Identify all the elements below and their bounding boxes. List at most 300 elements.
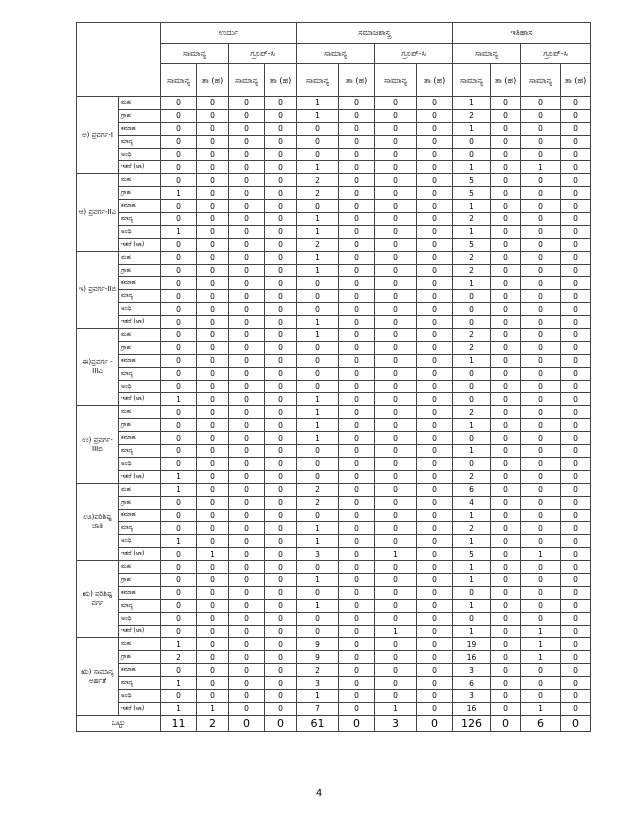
count-cell: 0	[453, 290, 491, 303]
group-header: ಸಾಮಾನ್ಯ	[297, 44, 375, 64]
count-cell: 0	[265, 457, 297, 470]
count-cell: 0	[197, 522, 229, 535]
count-cell: 0	[521, 277, 561, 290]
count-cell: 0	[339, 135, 375, 148]
table-row	[77, 702, 591, 715]
table-row	[77, 303, 591, 316]
count-cell: 0	[229, 367, 265, 380]
table-row	[77, 419, 591, 432]
count-cell: 0	[417, 599, 453, 612]
count-cell: 0	[339, 380, 375, 393]
count-cell: 0	[491, 316, 521, 329]
count-cell: 0	[197, 329, 229, 342]
count-cell: 0	[229, 548, 265, 561]
count-cell: 1	[453, 445, 491, 458]
subcategory-label: ಕಮಾಹ	[119, 664, 161, 677]
count-cell: 1	[161, 470, 197, 483]
count-cell: 1	[161, 535, 197, 548]
count-cell: 0	[265, 122, 297, 135]
count-cell: 0	[339, 225, 375, 238]
total-cell: 126	[453, 715, 491, 731]
total-cell: 0	[229, 715, 265, 731]
count-cell: 0	[229, 225, 265, 238]
count-cell: 0	[521, 445, 561, 458]
count-cell: 0	[561, 135, 591, 148]
count-cell: 0	[229, 599, 265, 612]
count-cell: 0	[161, 548, 197, 561]
table-row	[77, 509, 591, 522]
count-cell: 0	[339, 303, 375, 316]
count-cell: 0	[417, 561, 453, 574]
count-cell: 0	[297, 290, 339, 303]
table-row	[77, 483, 591, 496]
count-cell: 5	[453, 174, 491, 187]
group-header: ಸಾಮಾನ್ಯ	[453, 44, 521, 64]
count-cell: 1	[297, 225, 339, 238]
count-cell: 0	[229, 470, 265, 483]
count-cell: 0	[453, 303, 491, 316]
count-cell: 0	[561, 148, 591, 161]
count-cell: 0	[453, 457, 491, 470]
count-cell: 0	[561, 457, 591, 470]
count-cell: 0	[521, 200, 561, 213]
count-cell: 0	[265, 303, 297, 316]
subcategory-label: ಮಾನ್ಯ	[119, 290, 161, 303]
table-row	[77, 689, 591, 702]
count-cell: 0	[491, 612, 521, 625]
count-cell: 1	[453, 97, 491, 110]
count-cell: 0	[521, 251, 561, 264]
subcategory-label: ಇತರೆ (ಅಾ)	[119, 470, 161, 483]
count-cell: 0	[561, 702, 591, 715]
count-cell: 0	[339, 573, 375, 586]
count-cell: 2	[297, 174, 339, 187]
count-cell: 1	[521, 625, 561, 638]
count-cell: 0	[491, 277, 521, 290]
subcategory-label: ಅಂಧಿ	[119, 612, 161, 625]
count-cell: 0	[417, 174, 453, 187]
count-cell: 0	[161, 329, 197, 342]
count-cell: 0	[197, 200, 229, 213]
count-cell: 0	[197, 612, 229, 625]
count-cell: 7	[297, 702, 339, 715]
count-cell: 0	[417, 638, 453, 651]
column-header: ಸಾಮಾನ್ಯ	[297, 64, 339, 97]
count-cell: 0	[339, 625, 375, 638]
count-cell: 0	[561, 522, 591, 535]
count-cell: 0	[561, 187, 591, 200]
total-cell: 0	[491, 715, 521, 731]
count-cell: 0	[161, 264, 197, 277]
count-cell: 1	[297, 109, 339, 122]
count-cell: 1	[161, 187, 197, 200]
count-cell: 1	[453, 225, 491, 238]
count-cell: 1	[453, 625, 491, 638]
count-cell: 0	[453, 135, 491, 148]
total-label: ಒಟ್ಟು	[77, 715, 161, 731]
count-cell: 0	[521, 561, 561, 574]
count-cell: 0	[197, 161, 229, 174]
table-row	[77, 200, 591, 213]
count-cell: 0	[375, 445, 417, 458]
count-cell: 0	[521, 586, 561, 599]
count-cell: 0	[491, 354, 521, 367]
count-cell: 0	[339, 161, 375, 174]
count-cell: 0	[229, 419, 265, 432]
count-cell: 0	[339, 213, 375, 226]
subcategory-label: ಗ್ರಾಹ	[119, 496, 161, 509]
total-cell: 11	[161, 715, 197, 731]
count-cell: 0	[297, 470, 339, 483]
count-cell: 0	[265, 213, 297, 226]
count-cell: 0	[491, 535, 521, 548]
category-label: ಋ) ಸಾಮಾನ್ಯ ಅರ್ಹತೆ	[77, 638, 119, 715]
count-cell: 0	[161, 522, 197, 535]
subcategory-label: ಗ್ರಾಹ	[119, 341, 161, 354]
count-cell: 0	[417, 677, 453, 690]
count-cell: 0	[339, 651, 375, 664]
count-cell: 0	[297, 457, 339, 470]
count-cell: 0	[339, 689, 375, 702]
count-cell: 1	[375, 702, 417, 715]
total-cell: 0	[339, 715, 375, 731]
count-cell: 0	[375, 664, 417, 677]
count-cell: 0	[161, 251, 197, 264]
count-cell: 0	[561, 561, 591, 574]
count-cell: 0	[521, 341, 561, 354]
count-cell: 0	[197, 445, 229, 458]
count-cell: 0	[417, 264, 453, 277]
count-cell: 5	[453, 187, 491, 200]
count-cell: 0	[491, 689, 521, 702]
subcategory-label: ಕಮಾಹ	[119, 354, 161, 367]
count-cell: 0	[491, 303, 521, 316]
total-cell: 0	[561, 715, 591, 731]
count-cell: 0	[561, 380, 591, 393]
subcategory-label: ಮಹ	[119, 329, 161, 342]
count-cell: 0	[161, 238, 197, 251]
count-cell: 0	[491, 122, 521, 135]
count-cell: 1	[297, 432, 339, 445]
count-cell: 0	[561, 586, 591, 599]
count-cell: 0	[197, 689, 229, 702]
count-cell: 0	[521, 689, 561, 702]
count-cell: 0	[197, 586, 229, 599]
count-cell: 1	[297, 573, 339, 586]
count-cell: 0	[417, 432, 453, 445]
count-cell: 0	[521, 664, 561, 677]
subcategory-label: ಇತರೆ (ಅಾ)	[119, 238, 161, 251]
count-cell: 0	[229, 109, 265, 122]
count-cell: 0	[161, 380, 197, 393]
count-cell: 0	[417, 586, 453, 599]
count-cell: 0	[229, 393, 265, 406]
count-cell: 0	[197, 625, 229, 638]
count-cell: 0	[265, 238, 297, 251]
count-cell: 0	[197, 483, 229, 496]
subject-header: ಸಮಾಜಶಾಸ್ತ್ರ	[297, 23, 453, 44]
count-cell: 0	[161, 586, 197, 599]
count-cell: 0	[561, 638, 591, 651]
count-cell: 2	[161, 651, 197, 664]
count-cell: 2	[297, 664, 339, 677]
count-cell: 0	[561, 625, 591, 638]
count-cell: 0	[375, 573, 417, 586]
count-cell: 0	[375, 277, 417, 290]
count-cell: 0	[561, 251, 591, 264]
count-cell: 0	[561, 432, 591, 445]
count-cell: 9	[297, 638, 339, 651]
count-cell: 0	[229, 689, 265, 702]
count-cell: 0	[491, 329, 521, 342]
count-cell: 0	[375, 225, 417, 238]
count-cell: 0	[265, 277, 297, 290]
count-cell: 0	[561, 548, 591, 561]
total-cell: 0	[265, 715, 297, 731]
count-cell: 0	[339, 316, 375, 329]
count-cell: 0	[339, 238, 375, 251]
count-cell: 0	[161, 445, 197, 458]
count-cell: 0	[229, 586, 265, 599]
count-cell: 0	[161, 354, 197, 367]
count-cell: 0	[161, 277, 197, 290]
count-cell: 0	[265, 496, 297, 509]
count-cell: 0	[197, 251, 229, 264]
count-cell: 0	[491, 238, 521, 251]
count-cell: 1	[375, 548, 417, 561]
count-cell: 2	[453, 406, 491, 419]
count-cell: 0	[161, 122, 197, 135]
table-row	[77, 586, 591, 599]
count-cell: 0	[491, 432, 521, 445]
count-cell: 0	[229, 316, 265, 329]
count-cell: 2	[453, 109, 491, 122]
count-cell: 0	[491, 393, 521, 406]
count-cell: 0	[229, 522, 265, 535]
count-cell: 0	[375, 677, 417, 690]
count-cell: 0	[339, 677, 375, 690]
count-cell: 1	[161, 638, 197, 651]
count-cell: 1	[297, 161, 339, 174]
count-cell: 0	[375, 329, 417, 342]
table-row	[77, 664, 591, 677]
count-cell: 0	[297, 303, 339, 316]
count-cell: 2	[297, 238, 339, 251]
count-cell: 0	[197, 393, 229, 406]
count-cell: 0	[561, 664, 591, 677]
count-cell: 0	[161, 496, 197, 509]
count-cell: 0	[339, 599, 375, 612]
count-cell: 0	[491, 406, 521, 419]
count-cell: 2	[453, 341, 491, 354]
count-cell: 0	[265, 200, 297, 213]
count-cell: 0	[229, 702, 265, 715]
count-cell: 0	[561, 677, 591, 690]
count-cell: 0	[161, 174, 197, 187]
group-header: ಗ್ರೂಪ್-ಸಿ	[229, 44, 297, 64]
count-cell: 0	[417, 548, 453, 561]
count-cell: 0	[265, 586, 297, 599]
count-cell: 1	[521, 548, 561, 561]
count-cell: 0	[491, 174, 521, 187]
table-row	[77, 393, 591, 406]
count-cell: 0	[265, 341, 297, 354]
count-cell: 0	[521, 573, 561, 586]
count-cell: 0	[491, 213, 521, 226]
count-cell: 0	[339, 561, 375, 574]
count-cell: 1	[453, 509, 491, 522]
count-cell: 0	[197, 187, 229, 200]
column-header: ತಾ (ಹ)	[265, 64, 297, 97]
table-row	[77, 522, 591, 535]
count-cell: 0	[229, 573, 265, 586]
subcategory-label: ಮಾನ್ಯ	[119, 213, 161, 226]
count-cell: 0	[197, 174, 229, 187]
subcategory-label: ಇತರೆ (ಅಾ)	[119, 161, 161, 174]
count-cell: 1	[453, 573, 491, 586]
count-cell: 0	[161, 148, 197, 161]
subcategory-label: ಅಂಧಿ	[119, 225, 161, 238]
table-row	[77, 612, 591, 625]
count-cell: 0	[265, 316, 297, 329]
count-cell: 0	[197, 677, 229, 690]
count-cell: 0	[265, 445, 297, 458]
count-cell: 0	[417, 290, 453, 303]
count-cell: 0	[521, 303, 561, 316]
count-cell: 0	[339, 122, 375, 135]
subcategory-label: ಅಂಧಿ	[119, 457, 161, 470]
subject-header: ಇತಿಹಾಸ	[453, 23, 591, 44]
count-cell: 1	[297, 689, 339, 702]
count-cell: 0	[265, 174, 297, 187]
count-cell: 16	[453, 702, 491, 715]
group-header: ಸಾಮಾನ್ಯ	[161, 44, 229, 64]
count-cell: 0	[161, 303, 197, 316]
count-cell: 0	[339, 522, 375, 535]
group-header: ಗ್ರೂಪ್-ಸಿ	[375, 44, 453, 64]
count-cell: 0	[561, 393, 591, 406]
count-cell: 0	[491, 109, 521, 122]
count-cell: 0	[265, 148, 297, 161]
subcategory-label: ಗ್ರಾಹ	[119, 109, 161, 122]
table-row	[77, 109, 591, 122]
count-cell: 0	[375, 509, 417, 522]
count-cell: 0	[197, 470, 229, 483]
count-cell: 0	[417, 122, 453, 135]
count-cell: 0	[229, 341, 265, 354]
count-cell: 0	[339, 509, 375, 522]
count-cell: 0	[375, 354, 417, 367]
subcategory-label: ಗ್ರಾಹ	[119, 264, 161, 277]
count-cell: 1	[297, 535, 339, 548]
count-cell: 2	[453, 522, 491, 535]
count-cell: 0	[339, 432, 375, 445]
count-cell: 0	[375, 406, 417, 419]
count-cell: 0	[561, 354, 591, 367]
count-cell: 0	[229, 457, 265, 470]
count-cell: 0	[297, 509, 339, 522]
count-cell: 0	[417, 341, 453, 354]
count-cell: 0	[375, 651, 417, 664]
subcategory-label: ಕಮಾಹ	[119, 277, 161, 290]
count-cell: 0	[521, 535, 561, 548]
count-cell: 0	[229, 445, 265, 458]
count-cell: 0	[375, 432, 417, 445]
count-cell: 0	[521, 599, 561, 612]
table-row	[77, 238, 591, 251]
subcategory-label: ಮಹ	[119, 251, 161, 264]
count-cell: 0	[265, 470, 297, 483]
count-cell: 0	[339, 702, 375, 715]
count-cell: 0	[229, 638, 265, 651]
count-cell: 1	[297, 213, 339, 226]
count-cell: 2	[297, 187, 339, 200]
count-cell: 0	[491, 380, 521, 393]
table-row	[77, 213, 591, 226]
count-cell: 0	[229, 97, 265, 110]
count-cell: 0	[161, 457, 197, 470]
count-cell: 0	[339, 483, 375, 496]
count-cell: 0	[265, 161, 297, 174]
count-cell: 0	[561, 109, 591, 122]
count-cell: 0	[339, 174, 375, 187]
count-cell: 0	[161, 135, 197, 148]
total-cell: 61	[297, 715, 339, 731]
count-cell: 1	[297, 419, 339, 432]
count-cell: 0	[297, 612, 339, 625]
count-cell: 0	[561, 483, 591, 496]
count-cell: 0	[161, 612, 197, 625]
count-cell: 0	[417, 213, 453, 226]
count-cell: 0	[229, 264, 265, 277]
count-cell: 1	[453, 535, 491, 548]
table-row	[77, 97, 591, 110]
count-cell: 0	[229, 290, 265, 303]
subcategory-label: ಕಮಾಹ	[119, 509, 161, 522]
subcategory-label: ಅಂಧಿ	[119, 689, 161, 702]
count-cell: 0	[265, 664, 297, 677]
column-header: ತಾ (ಹ)	[491, 64, 521, 97]
count-cell: 0	[561, 419, 591, 432]
count-cell: 0	[561, 174, 591, 187]
category-label: ಊ)ಪರಿಶಿಷ್ಟ ಜಾತಿ	[77, 483, 119, 560]
count-cell: 0	[297, 625, 339, 638]
count-cell: 2	[453, 251, 491, 264]
count-cell: 0	[417, 97, 453, 110]
count-cell: 0	[375, 174, 417, 187]
count-cell: 0	[229, 496, 265, 509]
count-cell: 0	[265, 573, 297, 586]
count-cell: 0	[297, 277, 339, 290]
count-cell: 0	[297, 354, 339, 367]
count-cell: 0	[197, 213, 229, 226]
corner-cell	[77, 23, 161, 97]
count-cell: 0	[339, 638, 375, 651]
count-cell: 0	[561, 612, 591, 625]
count-cell: 0	[491, 290, 521, 303]
count-cell: 0	[375, 470, 417, 483]
count-cell: 0	[161, 213, 197, 226]
subcategory-label: ಮಹ	[119, 174, 161, 187]
count-cell: 0	[375, 638, 417, 651]
count-cell: 0	[229, 213, 265, 226]
table-row	[77, 677, 591, 690]
count-cell: 0	[453, 148, 491, 161]
count-cell: 0	[521, 522, 561, 535]
subcategory-label: ಇತರೆ (ಅಾ)	[119, 702, 161, 715]
count-cell: 0	[197, 354, 229, 367]
column-header: ಸಾಮಾನ್ಯ	[375, 64, 417, 97]
